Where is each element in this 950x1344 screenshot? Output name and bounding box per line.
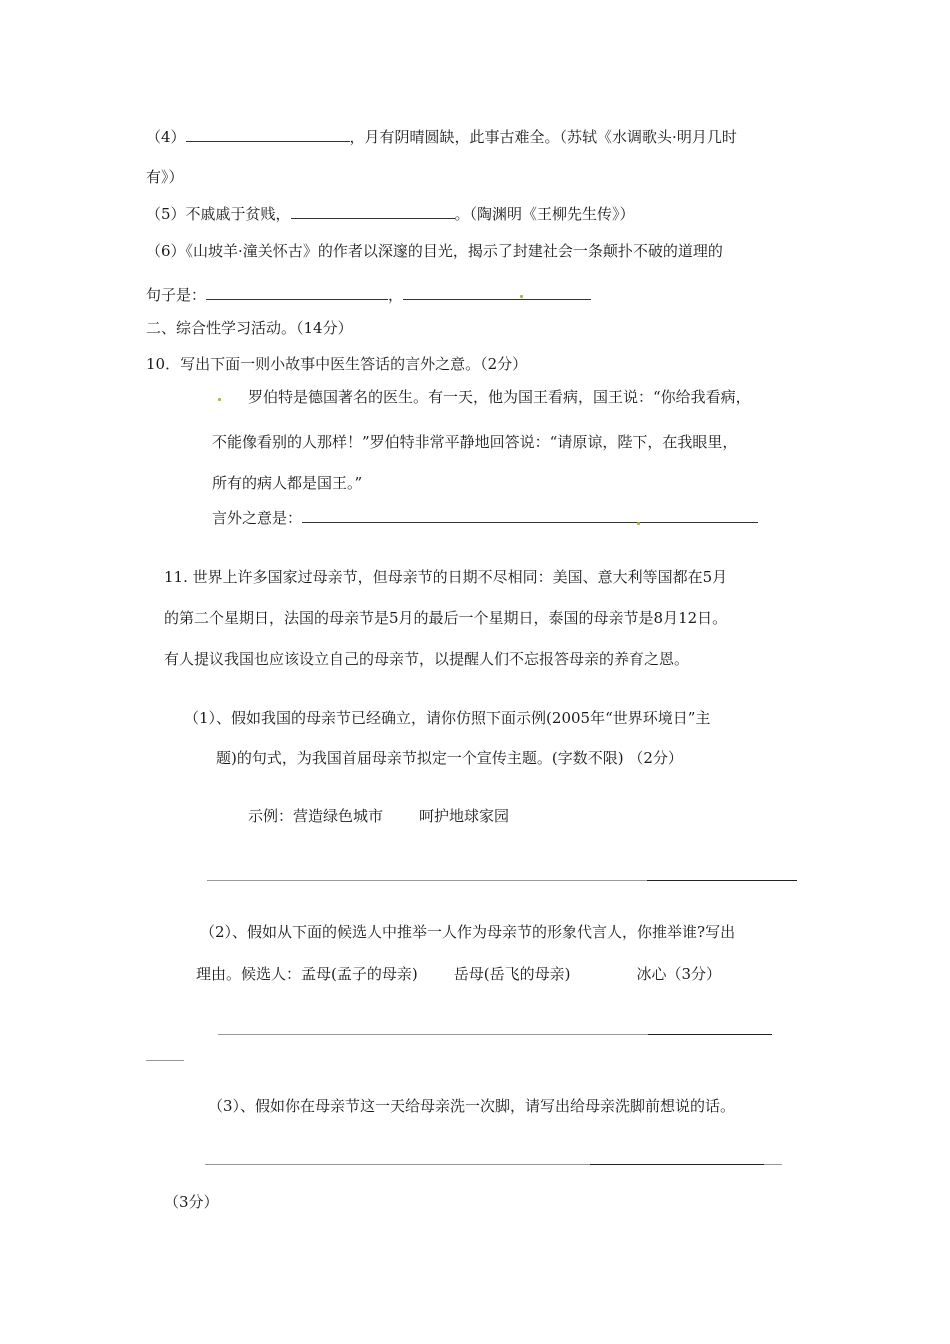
q11-part1-example xyxy=(248,806,509,826)
q11-part1-line2: 题)的句式，为我国首届母亲节拟定一个宣传主题。(字数不限) （2分） xyxy=(216,749,683,767)
q9-item4-line xyxy=(146,127,737,147)
q11-part2-candidate-1: 理由。候选人：孟母(孟子的母亲) xyxy=(196,965,418,983)
q10-story-line3: 所有的病人都是国王。” xyxy=(212,474,363,492)
q9-item4-number: （4） xyxy=(146,128,186,146)
q11-part3-answer-line-mid xyxy=(590,1164,764,1165)
q11-part1-example-rest: 呵护地球家园 xyxy=(419,807,510,825)
q11-part1-line1: （1）、假如我国的母亲节已经确立，请你仿照下面示例(2005年“世界环境日”主 xyxy=(184,709,711,727)
q11-part2-line2 xyxy=(196,964,721,984)
q10-answer-blank[interactable] xyxy=(302,508,758,523)
speck-mark xyxy=(218,398,221,401)
q11-part3-score: （3分） xyxy=(164,1193,219,1211)
q11-part3-line1: （3）、假如你在母亲节这一天给母亲洗一次脚，请写出给母亲洗脚前想说的话。 xyxy=(208,1097,736,1115)
q11-part2-candidate-2: 岳母(岳飞的母亲) xyxy=(453,965,571,983)
q11-part2-answer-line-end xyxy=(648,1034,772,1035)
speck-mark xyxy=(637,522,640,525)
q9-item6-line2 xyxy=(146,285,591,305)
q9-item6-line1: （6）《山坡羊·潼关怀古》的作者以深邃的目光，揭示了封建社会一条颠扑不破的道理的 xyxy=(146,242,723,260)
q9-item4-text: ，月有阴晴圆缺，此事古难全。（苏轼《水调歌头·明月几时 xyxy=(349,128,737,146)
q11-part2-candidate-3: 冰心（3分） xyxy=(636,965,721,983)
q11-intro-line1: 11. 世界上许多国家过母亲节，但母亲节的日期不尽相同：美国、意大利等国都在5月 xyxy=(164,568,728,586)
q10-prompt: 10．写出下面一则小故事中医生答话的言外之意。（2分） xyxy=(146,355,528,373)
q9-item6-blank-2[interactable] xyxy=(403,285,591,300)
q11-intro-line2: 的第二个星期日，法国的母亲节是5月的最后一个星期日，泰国的母亲节是8月12日。 xyxy=(164,609,728,627)
q10-answer-line xyxy=(212,508,758,528)
q9-item4-blank[interactable] xyxy=(186,127,350,142)
q9-item4-continuation: 有》） xyxy=(146,168,184,186)
q9-item6-comma: ， xyxy=(388,286,404,304)
q11-part3-answer-line-end xyxy=(764,1164,782,1165)
q9-item5-blank[interactable] xyxy=(291,204,455,219)
q10-story-line2: 不能像看别的人那样！”罗伯特非常平静地回答说：“请原谅，陛下，在我眼里， xyxy=(212,433,738,451)
q9-item5-text: 。（陶渊明《王柳先生传》） xyxy=(454,205,635,223)
q9-item5-line xyxy=(146,204,635,224)
q11-intro-line3: 有人提议我国也应该设立自己的母亲节，以提醒人们不忘报答母亲的养育之恩。 xyxy=(164,650,690,668)
q11-part3-answer-line[interactable] xyxy=(205,1164,590,1165)
speck-mark xyxy=(520,295,523,298)
q10-answer-label: 言外之意是： xyxy=(212,509,303,527)
q11-part1-example-label: 示例：营造绿色城市 xyxy=(248,807,384,825)
q11-part1-answer-line[interactable] xyxy=(207,880,647,881)
q11-part2-answer-line[interactable] xyxy=(218,1034,648,1035)
q11-part2-line1: （2）、假如从下面的候选人中推举一人作为母亲节的形象代言人，你推举谁?写出 xyxy=(200,923,736,941)
section-2-title: 二、综合性学习活动。（14分） xyxy=(146,319,353,337)
q9-item5-start: （5）不戚戚于贫贱， xyxy=(146,205,291,223)
q11-part1-answer-line-end xyxy=(647,880,797,881)
q11-part2-answer-line-wrap xyxy=(146,1060,184,1061)
q9-item6-label: 句子是： xyxy=(146,286,207,304)
q9-item6-blank-1[interactable] xyxy=(206,285,388,300)
q10-story-line1: 罗伯特是德国著名的医生。有一天，他为国王看病，国王说：“你给我看病， xyxy=(248,388,751,406)
